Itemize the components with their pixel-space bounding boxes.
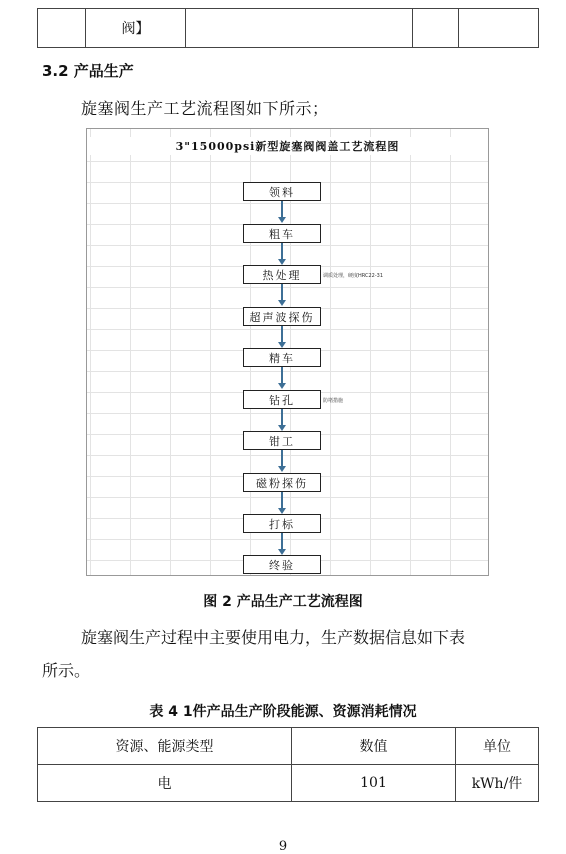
table-row bbox=[38, 9, 539, 48]
table-cell: 阀】 bbox=[86, 9, 186, 48]
step-box-6: 钻孔 bbox=[243, 390, 321, 409]
continued-table bbox=[37, 8, 539, 48]
page-number: 9 bbox=[278, 839, 288, 854]
step-box-5: 精车 bbox=[243, 348, 321, 367]
step-box-10: 终验 bbox=[243, 555, 321, 574]
table-cell bbox=[413, 9, 459, 48]
paragraph-line: 所示。 bbox=[42, 661, 91, 680]
body-paragraph bbox=[42, 621, 532, 687]
paragraph-line: 旋塞阀生产过程中主要使用电力，生产数据信息如下表 bbox=[81, 628, 466, 647]
table-row bbox=[38, 765, 539, 802]
step-box-7: 钳工 bbox=[243, 431, 321, 450]
flow-arrow bbox=[281, 367, 283, 384]
column-header: 资源、能源类型 bbox=[38, 728, 292, 765]
figure-caption: 图 2 产品生产工艺流程图 bbox=[203, 594, 363, 610]
step-note-heat-treatment: 调质处理，硬度HRC22-31 bbox=[323, 273, 384, 279]
column-header: 数值 bbox=[292, 728, 456, 765]
step-box-1: 领料 bbox=[243, 182, 321, 201]
table-caption: 表 4 1件产品生产阶段能源、资源消耗情况 bbox=[149, 704, 417, 720]
step-box-4: 超声波探伤 bbox=[243, 307, 321, 326]
flow-arrow bbox=[281, 450, 283, 467]
flow-arrow bbox=[281, 492, 283, 509]
flow-arrow bbox=[281, 533, 283, 550]
step-box-8: 磁粉探伤 bbox=[243, 473, 321, 492]
table-cell: 101 bbox=[292, 765, 456, 802]
flow-arrow bbox=[281, 284, 283, 301]
column-header: 单位 bbox=[456, 728, 539, 765]
flow-arrow bbox=[281, 409, 283, 426]
flow-arrow bbox=[281, 326, 283, 343]
section-heading: 3.2 产品生产 bbox=[42, 62, 134, 80]
table-cell bbox=[186, 9, 413, 48]
table-header-row bbox=[38, 728, 539, 765]
flow-arrow bbox=[281, 201, 283, 218]
process-flowchart bbox=[86, 128, 489, 576]
table-cell: 电 bbox=[38, 765, 292, 802]
flowchart-title: 3"15000psi新型旋塞阀阀盖工艺流程图 bbox=[87, 137, 488, 155]
table-cell bbox=[38, 9, 86, 48]
step-note-drilling: 防堵措施 bbox=[323, 398, 344, 404]
section-intro: 旋塞阀生产工艺流程图如下所示； bbox=[81, 99, 329, 118]
table-cell bbox=[459, 9, 539, 48]
step-box-2: 粗车 bbox=[243, 224, 321, 243]
flow-arrow bbox=[281, 243, 283, 260]
step-box-3: 热处理 bbox=[243, 265, 321, 284]
table-cell: kWh/件 bbox=[456, 765, 539, 802]
step-box-9: 打标 bbox=[243, 514, 321, 533]
consumption-table bbox=[37, 727, 539, 802]
